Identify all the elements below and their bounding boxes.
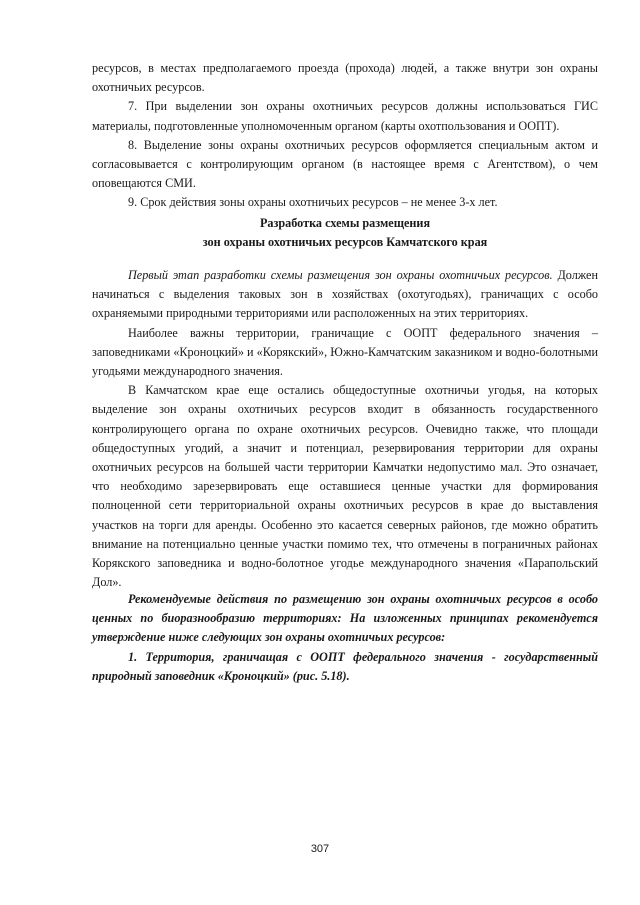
- paragraph-item-1: 1. Территория, граничащая с ООПТ федерального значения - государственный природный заповедник «Кроноцкий» (рис. 5.18).: [92, 649, 598, 683]
- paragraph-7: 7. При выделении зон охраны охотничьих ресурсов должны использоваться ГИС материалы, подготовленные уполномоченным органом (карты охотпользования и ООПТ).: [92, 99, 598, 133]
- recommendation-section: [92, 590, 598, 686]
- section-heading: [92, 214, 598, 252]
- heading-line-1: Разработка схемы размещения: [259, 216, 431, 230]
- paragraph-important-territories: Наиболее важны территории, граничащие с ООПТ федерального значения – заповедниками «Кроноцкий» и «Корякский», Южно-Камчатским заказником и водно-болотными угодьями международного значения.: [92, 325, 598, 379]
- body-section: [92, 266, 598, 592]
- paragraph-9: 9. Срок действия зоны охраны охотничьих ресурсов – не менее 3-х лет.: [128, 195, 498, 210]
- paragraph-kamchatka: В Камчатском крае еще остались общедоступные охотничьи угодья, на которых выделение зон охраны охотничьих ресурсов входит в обязанность государственного контролирующего органа по охране охотничьих ресурсов. Очевидно также, что площади общедоступных угодий, а значит и потенциал, резервирования территории для охраны охотничьих ресурсов на большей части территории Камчатки недопустимо мал. Это означает, что необходимо зарезервировать еще оставшиеся ценные участки для формирования полноценной сети территориальной охраны охотничьих ресурсов в крае до выставления участков на торги для аренды. Особенно это касается северных районов, где можно обратить внимание на потенциально ценные участки помимо тех, что отмечены в пограничных районах Корякского заповедника и водно-болотное угодье международного значения «Парапольский Дол».: [92, 383, 598, 590]
- top-section: [92, 59, 598, 213]
- paragraph-8: 8. Выделение зоны охраны охотничьих ресурсов оформляется специальным актом и согласовывается с контролирующим органом (в настоящее время с Агентством), о чем оповещаются СМИ.: [92, 137, 598, 191]
- paragraph-first-stage: [92, 266, 598, 324]
- paragraph-recommended-actions: Рекомендуемые действия по размещению зон охраны охотничьих ресурсов в особо ценных по биоразнообразию территориях: На изложенных принципах рекомендуется утверждение ниже следующих зон охраны охотничьих ресурсов:: [92, 592, 598, 645]
- first-stage-text: Должен начинаться с выделения таковых зон в хозяйствах (охотугодьях), граничащих с особо охраняемыми природными территориями или расположенных на этих территориях.: [92, 268, 598, 321]
- page-number: 307: [310, 843, 330, 855]
- first-stage-italic: Первый этап разработки схемы размещения зон охраны охотничьих ресурсов.: [128, 268, 553, 282]
- paragraph-continued: ресурсов, в местах предполагаемого проезда (прохода) людей, а также внутри зон охраны охотничьих ресурсов.: [92, 61, 598, 95]
- heading-line-2: зон охраны охотничьих ресурсов Камчатского края: [202, 235, 488, 250]
